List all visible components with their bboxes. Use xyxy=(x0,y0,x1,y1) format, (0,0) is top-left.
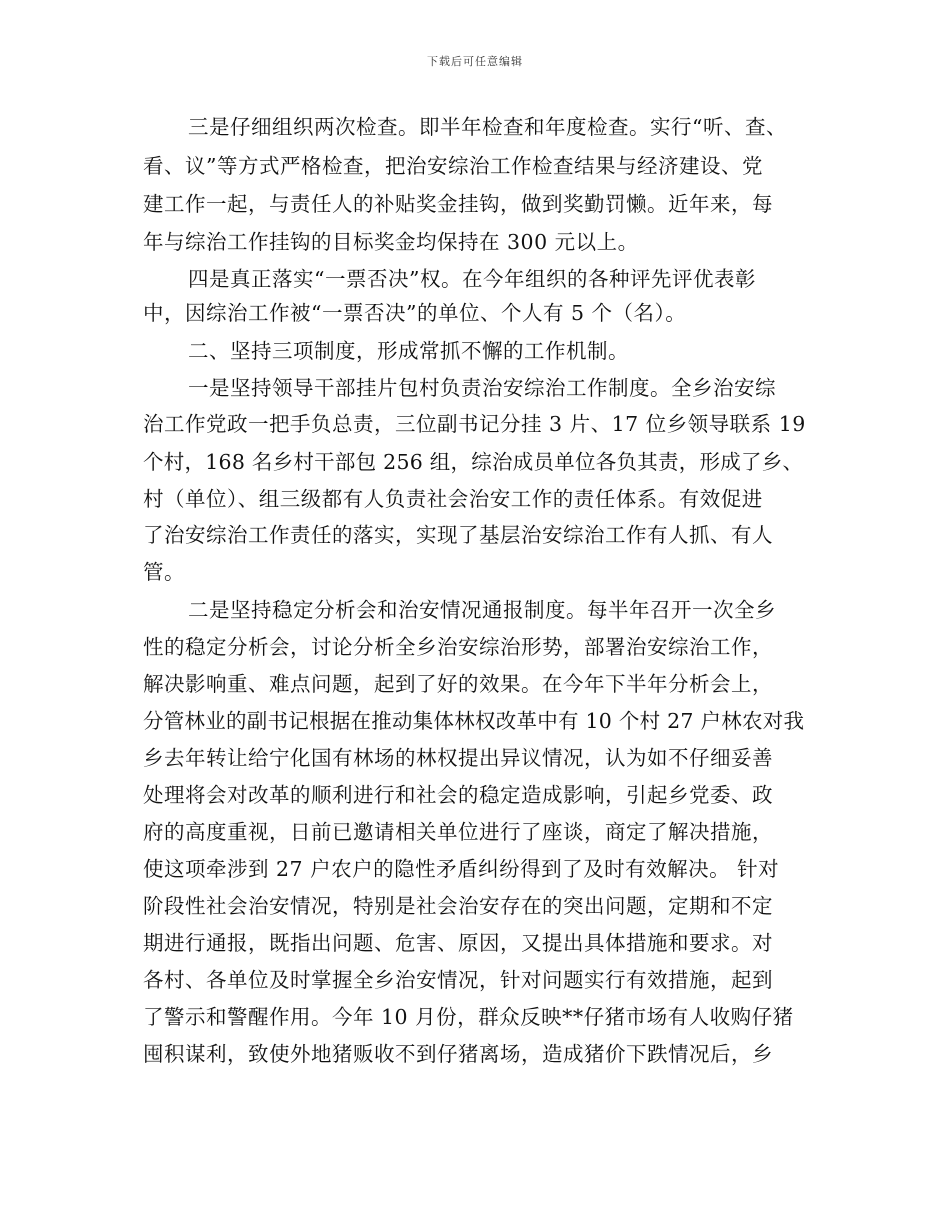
text-line: 二是坚持稳定分析会和治安情况通报制度。每半年召开一次全乡 xyxy=(188,598,776,622)
text-line: 了治安综治工作责任的落实，实现了基层治安综治工作有人抓、有人 xyxy=(143,523,773,547)
text-line: 看、议”等方式严格检查，把治安综治工作检查结果与经济建设、党 xyxy=(143,154,763,178)
text-line: 分管林业的副书记根据在推动集体林权改革中有 10 个村 27 户林农对我 xyxy=(143,709,805,733)
text-line: 囤积谋利，致使外地猪贩收不到仔猪离场，造成猪价下跌情况后，乡 xyxy=(143,1042,773,1066)
text-line: 乡去年转让给宁化国有林场的林权提出异议情况，认为如不仔细妥善 xyxy=(143,746,773,770)
text-line: 处理将会对改革的顺利进行和社会的稳定造成影响，引起乡党委、政 xyxy=(143,783,773,807)
text-line: 解决影响重、难点问题，起到了好的效果。在今年下半年分析会上， xyxy=(143,672,773,696)
text-line: 使这项牵涉到 27 户农户的隐性矛盾纠纷得到了及时有效解决。 针对 xyxy=(143,857,780,881)
text-line: 性的稳定分析会，讨论分析全乡治安综治形势，部署治安综治工作， xyxy=(143,635,773,659)
text-line: 二、坚持三项制度，形成常抓不懈的工作机制。 xyxy=(188,339,629,363)
text-line: 三是仔细组织两次检查。即半年检查和年度检查。实行“听、查、 xyxy=(188,115,787,139)
text-line: 建工作一起，与责任人的补贴奖金挂钩，做到奖勤罚懒。近年来，每 xyxy=(143,192,773,216)
text-line: 管。 xyxy=(143,560,185,584)
text-line: 阶段性社会治安情况，特别是社会治安存在的突出问题，定期和不定 xyxy=(143,894,773,918)
text-line: 村（单位）、组三级都有人负责社会治安工作的责任体系。有效促进 xyxy=(143,487,763,511)
text-line: 了警示和警醒作用。今年 10 月份，群众反映**仔猪市场有人收购仔猪 xyxy=(143,1005,794,1029)
text-line: 各村、各单位及时掌握全乡治安情况，针对问题实行有效措施，起到 xyxy=(143,968,773,992)
text-line: 府的高度重视，日前已邀请相关单位进行了座谈，商定了解决措施， xyxy=(143,820,773,844)
text-line: 年与综治工作挂钩的目标奖金均保持在 300 元以上。 xyxy=(143,230,639,254)
text-line: 治工作党政一把手负总责，三位副书记分挂 3 片、17 位乡领导联系 19 xyxy=(143,412,806,436)
page-header: 下载后可任意编辑 xyxy=(427,55,523,68)
text-line: 中，因综治工作被“一票否决”的单位、个人有 5 个（名）。 xyxy=(143,301,687,325)
text-line: 期进行通报，既指出问题、危害、原因，又提出具体措施和要求。对 xyxy=(143,931,773,955)
text-line: 一是坚持领导干部挂片包村负责治安综治工作制度。全乡治安综 xyxy=(188,376,776,400)
text-line: 个村，168 名乡村干部包 256 组，综治成员单位各负其责，形成了乡、 xyxy=(143,450,804,474)
text-line: 四是真正落实“一票否决”权。在今年组织的各种评先评优表彰 xyxy=(188,267,756,291)
